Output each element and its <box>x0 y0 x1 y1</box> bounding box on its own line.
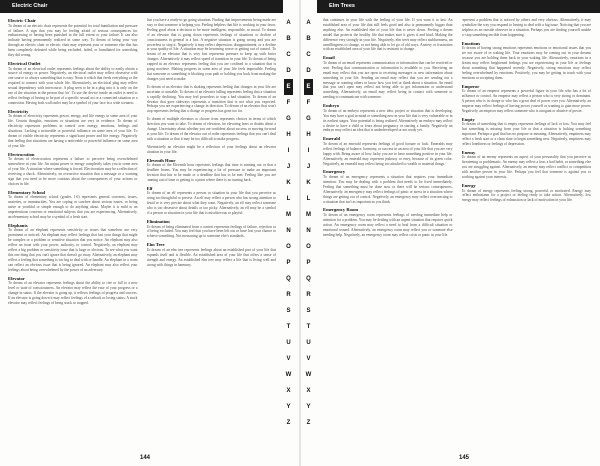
entry-body: To dream of an electrical outlet represents feelings about the ability to easily obtain a source of energy or power. Negatively, an electrical outlet may reflect obsessive with one source or always something that is easy. Noun it which that feeds everything or the required to connect with your whole life. Alternatively, an electrical plug may reflect sexual dependency with intercourse. A plug seen to be in a plug into it is only on the use of the situation in the person that 'on'. To use the device inside an outlet is need to reflect feelings of having to be part of a specific sexual act or a connected situation or a connection. Having both wall outlet may be a symbol of your face in a wide scenario. <box>8 66 138 105</box>
index-letter: Y <box>286 404 291 410</box>
dictionary-entry <box>323 207 453 237</box>
index-letter: X <box>306 388 311 394</box>
index-letter: I <box>307 148 310 154</box>
dictionary-entry <box>8 190 138 220</box>
index-letter: K <box>306 180 311 186</box>
entry-body: To dream of an elephant represents sensitivity or issues that somehow are very prominent or noticed. An elephant may reflect feelings that last your things that might be complex or a problem or sensitive situation that you notice. An elephant may also reflect an issue with your power, authority, or control. Negatively, an elephant may reflect a big problem or sensitivity issue that is large or obvious. To see what you want this one thing that you can't ignore that doesn't go away. Alternatively, an elephant may reflect a feeling that something is too big to deal with or handle. An elephant in a room can reflect an obvious issue that is being ignored. An elephant may also reflect your feelings about being overwhelmed by the power of an adversary. <box>8 228 138 272</box>
dictionary-entry <box>323 18 453 52</box>
page-number: 145 <box>459 455 470 461</box>
entry-title: Elf <box>146 185 153 191</box>
entry-title: Elm Tree <box>146 242 165 248</box>
entry-body: To dream of an elevator represents feelings about the ability to rise or fall to a new level or state of consciousness. An elevator may reflect the ease of your progress or a change in status. If the elevator is going up, it reflects feelings of progress and success. If an elevator is going down it may reflect feelings of a setback or losing status. A stuck elevator may reflect feelings of being stuck or trapped. <box>8 281 138 305</box>
index-letter: E <box>284 79 293 95</box>
dictionary-entry <box>147 242 277 267</box>
entry-body: To dream of an emergency room represents feelings of needing immediate help or attention for a problem. You may be dealing with an urgent situation that requires quick action. An emergency room may reflect a need to heal from a difficult situation or emotional wound. Alternatively, an emergency room may reflect you or someone else needing help. Negatively, an emergency room may reflect crisis or panic in your life. <box>323 213 453 237</box>
dictionary-entry <box>323 103 453 133</box>
entry-title: Email <box>323 55 335 61</box>
dictionary-entry <box>462 150 592 180</box>
entry-title: Electric Chair <box>8 18 36 23</box>
index-letter: V <box>286 356 291 362</box>
entry-title: Enemy <box>461 149 476 155</box>
text-column <box>147 18 277 446</box>
index-letter: W <box>285 372 292 378</box>
text-column <box>323 18 453 446</box>
dictionary-entry <box>323 136 453 166</box>
index-letter: A <box>286 20 291 26</box>
dictionary-entry <box>8 61 138 106</box>
index-letter: X <box>286 388 291 394</box>
entry-body: To dream of something that is empty represents feelings of lack or loss. You may feel that something is missing from your life or that a situation is lacking something important. Perhaps a goal that has no purpose or meaning. Alternatively, emptiness may reflect a fresh start or a clean slate to begin something new. Negatively, emptiness may reflect loneliness or feelings of depression. <box>461 122 591 146</box>
entry-body: To dream of an elm tree represents feelings about an established part of your life that expands itself and is flexible. An established area of your life that offers a sense of strength and energy. An established elm tree may reflect a life that is living well and strong with things in harmony. <box>146 247 276 267</box>
index-letter: R <box>306 292 311 298</box>
entry-body: represent a problem that is noticed by others and very obvious. Alternatively, it may symbolize the way you respond to having to deal with a big issue. Noticing that you are helpless as an outside observer in a situation. Perhaps you are finding yourself unable to stop something terrible from happening. <box>461 18 591 37</box>
index-letter: J <box>286 164 291 170</box>
index-letter: K <box>286 180 291 186</box>
entry-body: To dream of having strong emotions represents emotions or emotional issues that you are not aware of in waking life. Your emotions may be coming out in your dreams because you are holding them back in your waking life. Alternatively, emotions in a dream may reflect heightened feelings you are experiencing in your life or feelings about something that happened recently. Negatively, strong emotions may reflect feeling overwhelmed by emotions. Positively, you may be getting in touch with your emotions or accepting them. <box>461 46 591 80</box>
index-letter: S <box>286 308 291 314</box>
index-letter: Q <box>286 276 291 282</box>
index-letter: C <box>286 52 291 58</box>
dictionary-entry <box>8 18 138 58</box>
entry-body: To dream of an electric chair represents the potential for total humiliation and pressure of failure. A sign that you may be feeling afraid of serious consequences for embarrassing or having been punished in the full extent or your failure. It can also indicate having permanently realized in some way. To dream of being your way through an electric chair or electric chair may represent your or someone else that has been completely defeated while being excluded, failed, or humiliated for something they did wrong. <box>8 23 138 58</box>
index-letter: Y <box>306 404 311 410</box>
index-letter: O <box>306 244 311 250</box>
index-letter: L <box>306 196 311 202</box>
entry-body: To dream of the Eleventh hour represents feelings that time is running out or that a deadline looms. You may be experiencing a lot of pressure to make an important decision that has to be made or a deadline that has to be met. Feeling like you are running out of time or getting to a point where there is no turning back. <box>146 163 276 182</box>
entry-body: that you have a ready-to-go going situation. Finding that improvements being made are easy or that someone is helping you. Feeling helpless that life is working in your favor. Feeling good about a decision to be more intelligent, responsible, or moral. To dream of an elevator that is going down represents feelings of situations or decline of consciousness in general is a fact. A negative situation is going wrong and you are powerless to stop it. Negatively it may reflect depression, disappointment, or a decline in your quality of life. A situation may be becoming worse or getting out of control. To dream of an elevator that is very fast represents pressure to keep up with faster changes. Alternatively it may reflect speed of transition in your life. To dream of being trapped in an elevator represents feeling that you are confined to a situation that is going nowhere. Making progress in some area of your life feels impossible. Feeling that someone or something is blocking your path or holding you back from making the changes you need to make. <box>146 18 276 81</box>
index-letter: U <box>286 340 291 346</box>
index-letter: O <box>286 244 291 250</box>
dictionary-entry <box>8 223 138 273</box>
index-letter: G <box>286 116 291 122</box>
dictionary-entry <box>147 85 277 114</box>
running-header: Elm Trees <box>317 0 600 13</box>
dictionary-entry <box>147 186 277 216</box>
entry-body: To dream of being eliminated from a contest represents feelings of failure, rejection or of being excluded. You may feel that you have been left out or have lost your chance to achieve something. Not measuring up to someone else's standards. <box>146 224 276 239</box>
page-number: 144 <box>140 455 151 461</box>
index-letter: G <box>306 116 311 122</box>
entry-title: Electrocution <box>8 151 35 157</box>
index-letter: V <box>306 356 311 362</box>
index-letter: U <box>306 340 311 346</box>
entry-body: To dream of an emperor represents a powerful figure in your life who has a lot of influence or control. An emperor may reflect a person who is very strong or dominant. A person who is in charge or who has a great deal of power over you. Alternatively, an emperor may reflect feelings of having power yourself or wanting to gain more power. Negatively, an emperor may reflect someone who is arrogant or abusive of power. <box>461 89 591 113</box>
entry-body: To dream of an embryo represents a new idea, project or situation that is developing. You may have a goal in mind or something new in your life that is very vulnerable or in its earliest stages. Your potential is being realized. Alternatively an embryo may reflect a desire to have a child or fears about pregnancy or starting a family. Negatively an embryo may reflect an idea that is underdeveloped or not ready yet. <box>323 108 453 133</box>
index-letter: J <box>306 164 311 170</box>
entry-body: To dream of an elevator that is shaking represents feeling that changes in your life are uncertain or unstable. To dream of an elevator falling represents feeling that a situation is rapidly declining. You may feel powerless to stop a bad situation. To dream of an elevator that goes sideways represents a transition that is not what you expected. Perhaps you are experiencing a change in direction. To dream of an elevator that won't stop represents feeling that a change or progress has gone too far. <box>146 84 276 114</box>
dictionary-entry <box>323 55 453 100</box>
dictionary-entry <box>147 158 277 183</box>
index-letter: A <box>306 20 311 26</box>
entry-title: Elevator <box>8 275 25 281</box>
entry-title: Energy <box>461 182 476 188</box>
entry-title: Empty <box>461 116 475 122</box>
entry-body: Alternatively an elevator might be a reflection of your feelings about an elevator situation in your life. <box>146 144 276 154</box>
index-letter: E <box>304 79 313 95</box>
entry-title: Emotions <box>461 40 481 46</box>
index-letter: H <box>306 132 311 138</box>
entry-body: To dream of an emerald represents feelings of good fortune or luck. Emeralds may reflect feelings of balance, harmony, or success in an area of your life that you are very happy with. Being aware of how lucky you are to have something positive in your life. Alternatively, an emerald may represent jealousy or envy, because of its green color. Negatively, an emerald may reflect being too attached to wealth or material things. <box>323 141 453 166</box>
index-letter: R <box>286 292 291 298</box>
index-letter: B <box>286 36 291 42</box>
dictionary-entry <box>147 117 277 142</box>
entry-title: Emergency <box>323 169 346 175</box>
entry-body: To dream of an enemy represents an aspect of your personality that you perceive as threatening or problematic. An enemy may reflect a fear, a bad habit, or something else you are struggling against. Alternatively, an enemy may reflect conflict or competition with another person in your life. Perhaps you feel that someone is against you or working against your interests. <box>461 155 591 180</box>
entry-body: To dream of multiple elevators to choose from represents choices in terms of which direction you want to take. To dream of elevators for elevating fears or doubts about a change. Uncertainty about whether you are confident about success or moving forward in your life. To dream of the elevator out of order represents feelings that you can't deal with a situation or that it may be too difficult to make progress. <box>146 117 276 141</box>
index-letter: N <box>306 228 311 234</box>
dictionary-entry <box>462 84 592 114</box>
entry-body: To dream of electrocution represents a failure to perceive being overwhelmed somewhere in your life. An unjust power or energy completely takes you in some area of your life. A situation where something is forced. Electrocution may be a reflection of receiving a shock. Alternatively, an overactive situation that a message or a warning sign that you need to be more cautious about the consequences of your actions or choices in life. <box>8 157 138 186</box>
dictionary-entry <box>147 219 277 239</box>
index-letter: D <box>286 68 291 74</box>
dictionary-entry <box>8 152 138 187</box>
dictionary-entry <box>462 41 592 81</box>
entry-title: Eleventh Hour <box>146 157 176 163</box>
index-letter: F <box>286 100 291 106</box>
index-letter: F <box>306 100 311 106</box>
entry-title: Emerald <box>323 136 341 142</box>
index-letter: N <box>286 228 291 234</box>
index-letter: L <box>286 196 291 202</box>
index-letter: W <box>305 372 312 378</box>
entry-body: To dream of elementary school (grades 1-6) represents general concerns, issues, anxieties, or immaturities. You are coping or carefree about serious issues, or being naive or youthful or simple enough to do anything about. Maybe it is mild or an unpretentious concerns or emotional subjects that you are experiencing. Alternatively, an elementary school may be a symbol of a fresh start. <box>8 195 138 219</box>
entry-title: Embryo <box>323 103 340 109</box>
entry-body: To dream of an elf represents a person or situation in your life that you perceive as being too thoughtful or precise. An elf may reflect a person who has strong attention to detail or is very precise about what they want. Negatively, an elf may reflect someone who is too obsessive about details or too picky. Alternatively, an elf may be a symbol of a person or situation in your life that is mischievous or playful. <box>146 191 276 215</box>
text-columns <box>8 18 276 446</box>
entry-title: Elementary School <box>8 189 46 195</box>
index-letter: T <box>286 324 291 330</box>
index-letter: M <box>306 212 311 218</box>
dictionary-entry <box>462 18 592 38</box>
right-page <box>301 0 600 466</box>
index-letter: M <box>286 212 291 218</box>
entry-title: Electricity <box>8 108 29 114</box>
entry-body: To dream of electricity represents power, energy, and life energy in some area of your life. Certain thoughts, emotions or situations are very in evidence. To dream of electricity represents problems in control over energy, emotions, feelings and situations. Lacking a noticeable or powerful influence on some area of your life. To dream of visible electricity represents a significant power and life energy. Negatively that feeling that situations are having a noticeable or powerful influence on some area of your life. <box>8 114 138 148</box>
index-letter: P <box>286 260 291 266</box>
entry-title: Electrical Outlet <box>8 60 41 66</box>
entry-body: To dream of energy represents feeling strong, powerful or motivated. Energy may reflect enthusiasm for a project or feeling ready to take action. Alternatively, low energy may reflect feelings of exhaustion or lack of motivation in your life. <box>461 188 591 203</box>
entry-title: Emergency Room <box>323 207 359 213</box>
dictionary-entry <box>462 117 592 147</box>
text-column <box>8 18 138 446</box>
alphabet-index <box>304 15 313 431</box>
alphabet-index <box>284 15 293 431</box>
entry-title: Elimination <box>146 218 170 224</box>
index-letter: Q <box>306 276 311 282</box>
entry-body: that continues in your life with the feeling of your life. If you want it to last. An established area of your life that still feels good and also is permanently bigger than anything else. An established elm of your life that is never down. Feeling a dream model that protects the healthy life that makes sure it gives it and kind. Making the difference very strongly in your life. Negatively, elm trees may reflect stubbornness, an unwillingness to change, or not being able to let go of old ways. Anxiety or frustration with an established area of your life that is resistant to change. <box>323 18 453 52</box>
index-letter: I <box>287 148 290 154</box>
text-columns <box>323 18 591 446</box>
entry-body: To dream of an email represents communication or information that can be received or sent. Feeling that communication or information is available to you. Receiving an email may reflect that you are open to receiving messages or new information about something in your life. Sending an email may reflect that you are sending out a message or wanting others to know how you feel or think about a situation. An email that you can't open may reflect not being able to get information or understand something. Alternatively, an email may reflect being in contact with someone or needing to communicate with someone. <box>323 60 453 100</box>
index-letter: D <box>306 68 311 74</box>
left-page <box>0 0 299 466</box>
index-letter: B <box>306 36 311 42</box>
running-header: Electric Chair <box>0 0 283 13</box>
dictionary-entry <box>8 276 138 306</box>
entry-body: To dream of an emergency represents a situation that requires your immediate attention. You may be dealing with a problem that needs to be fixed immediately. Feeling that something must be done now or there will be serious consequences. Alternatively, an emergency may reflect feelings of panic or stress in a situation where things are getting out of control. Negatively, an emergency may reflect overreacting to a situation that isn't as important as you think. <box>323 175 453 204</box>
index-letter: S <box>306 308 311 314</box>
index-letter: C <box>306 52 311 58</box>
index-letter: Z <box>306 420 311 426</box>
text-column <box>462 18 592 446</box>
index-letter: P <box>306 260 311 266</box>
dictionary-entry <box>147 145 277 155</box>
dictionary-entry <box>8 109 138 149</box>
entry-title: Emperor <box>461 83 480 89</box>
index-letter: Z <box>286 420 291 426</box>
index-letter: T <box>306 324 311 330</box>
dictionary-entry <box>462 183 592 203</box>
dictionary-entry <box>323 169 453 204</box>
dictionary-entry <box>147 18 277 82</box>
entry-title: Elephants <box>8 222 28 228</box>
index-letter: H <box>286 132 291 138</box>
